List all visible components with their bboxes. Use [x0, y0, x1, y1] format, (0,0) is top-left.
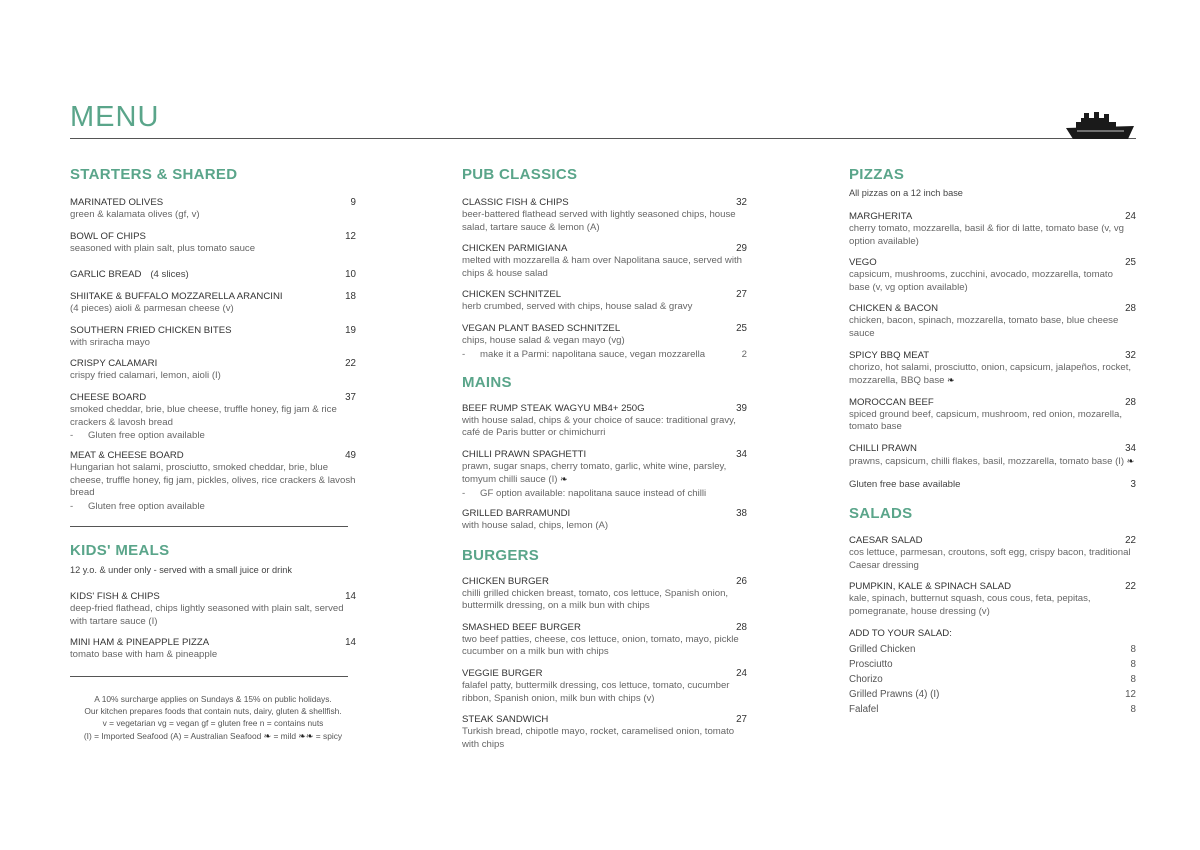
item-name: SOUTHERN FRIED CHICKEN BITES — [70, 324, 232, 336]
item-description: falafel patty, buttermilk dressing, cos lettuce, tomato, cucumber ribbon, Spanish onion, milk bun with chips (v) — [462, 679, 730, 704]
item-name: MARINATED OLIVES — [70, 197, 164, 208]
item-description: chips, house salad & vegan mayo (vg) — [462, 334, 625, 346]
item-note-price: 2 — [741, 348, 747, 360]
chilli-icon: ❧ — [947, 375, 955, 386]
item-price: 10 — [345, 269, 356, 281]
item-name: STEAK SANDWICH — [462, 714, 549, 726]
footnote — [70, 693, 356, 742]
item-price: 25 — [736, 322, 747, 334]
item-price: 28 — [736, 621, 747, 633]
item-price: 24 — [1125, 211, 1136, 222]
item-description-text: chorizo, hot salami, prosciutto, onion, capsicum, jalapeños, rocket, mozzarella, BBQ base — [849, 361, 1132, 387]
addon-name: Grilled Chicken — [849, 643, 916, 655]
section-title-mains: MAINS — [462, 373, 512, 391]
menu-item — [849, 257, 1136, 294]
item-description: spiced ground beef, capsicum, mushroom, red onion, mozarella, tomato base — [849, 408, 1123, 433]
item-description: (4 pieces) aioli & parmesan cheese (v) — [70, 303, 234, 315]
menu-item — [462, 668, 747, 705]
section-title-pub-classics: PUB CLASSICS — [462, 166, 578, 183]
column-right — [849, 166, 1136, 719]
item-description: deep-fried flathead, chips lightly seasoned with plain salt, served with tartare sauce (I) — [70, 602, 344, 627]
item-name: VEGAN PLANT BASED SCHNITZEL — [462, 322, 621, 334]
item-price: 24 — [736, 667, 747, 679]
item-name: BEEF RUMP STEAK WAGYU MB4+ 250G — [462, 402, 645, 414]
item-price: 49 — [345, 450, 356, 462]
gluten-free-base-row — [849, 478, 1136, 492]
footnote-spicy-text: = spicy — [315, 730, 343, 741]
item-name: MARGHERITA — [849, 211, 913, 222]
item-name: MEAT & CHEESE BOARD — [70, 450, 184, 462]
item-price: 26 — [736, 575, 747, 587]
item-name: PUMPKIN, KALE & SPINACH SALAD — [849, 581, 1012, 593]
menu-item — [462, 449, 747, 499]
section-subtitle-pizzas: All pizzas on a 12 inch base — [849, 188, 963, 198]
item-description: cos lettuce, parmesan, croutons, soft egg, crispy bacon, traditional Caesar dressing — [849, 547, 1131, 571]
item-description: herb crumbed, served with chips, house salad & gravy — [462, 301, 693, 313]
section-subtitle-kids: 12 y.o. & under only - served with a small juice or drink — [70, 564, 292, 575]
item-price: 22 — [1125, 535, 1136, 547]
item-description: melted with mozzarella & ham over Napolitana sauce, served with chips & house salad — [462, 255, 742, 279]
page-title: MENU — [70, 101, 160, 134]
item-name: CHICKEN PARMIGIANA — [462, 243, 568, 255]
item-name: MINI HAM & PINEAPPLE PIZZA — [70, 637, 210, 649]
menu-item — [70, 264, 356, 282]
item-name: GARLIC BREAD — [70, 269, 142, 281]
item-price: 19 — [345, 324, 356, 336]
addon-row — [849, 704, 1136, 715]
item-name: GRILLED BARRAMUNDI — [462, 507, 571, 519]
footnote-surcharge: A 10% surcharge applies on Sundays & 15% on public holidays. — [94, 693, 332, 704]
item-description — [849, 362, 1136, 388]
item-name: CLASSIC FISH & CHIPS — [462, 197, 569, 208]
section-title-starters: STARTERS & SHARED — [70, 166, 238, 183]
item-name: CHEESE BOARD — [70, 391, 147, 403]
menu-item — [462, 576, 747, 613]
item-name: BOWL OF CHIPS — [70, 230, 146, 242]
section-divider — [70, 676, 348, 677]
item-description: Turkish bread, chipotle mayo, rocket, caramelised onion, tomato with chips — [462, 726, 735, 750]
item-description: beer-battered flathead served with lightly seasoned chips, house salad, tartare sauce & lemon (A) — [462, 209, 736, 233]
item-description: green & kalamata olives (gf, v) — [70, 209, 200, 220]
addon-row — [849, 644, 1136, 655]
chilli-icon: ❧ — [560, 474, 568, 485]
item-note-text: Gluten free option available — [88, 430, 205, 442]
item-note: - Gluten free option available — [70, 430, 205, 442]
item-name: CAESAR SALAD — [849, 535, 923, 547]
item-price: 39 — [736, 402, 747, 414]
item-name: SMASHED BEEF BURGER — [462, 621, 581, 633]
menu-item — [462, 323, 747, 360]
addon-row — [849, 659, 1136, 670]
item-price: 27 — [736, 289, 747, 301]
footnote-allergens: Our kitchen prepares foods that contain nuts, dairy, gluten & shellfish. — [84, 706, 342, 717]
menu-item — [70, 197, 356, 222]
chilli-icon: ❧ — [263, 730, 272, 741]
menu-item — [462, 714, 747, 751]
addon-name: Falafel — [849, 703, 879, 715]
item-description: with sriracha mayo — [70, 336, 150, 348]
item-name: SHIITAKE & BUFFALO MOZZARELLA ARANCINI — [70, 291, 283, 303]
item-description: Hungarian hot salami, prosciutto, smoked cheddar, brie, blue cheese, truffle honey, fig jam, pickles, olives, rice crackers & lavosh bread — [70, 462, 356, 499]
item-name-extra: (4 slices) — [150, 269, 189, 281]
burgers-list — [462, 576, 747, 752]
item-note: - Gluten free option available — [70, 500, 205, 512]
menu-item — [849, 350, 1136, 388]
menu-item — [849, 581, 1136, 618]
addon-price: 8 — [1130, 643, 1136, 655]
menu-item — [462, 197, 747, 234]
item-description: cherry tomato, mozzarella, basil & fior di latte, tomato base (v, vg option available) — [849, 223, 1124, 247]
item-description — [849, 455, 1136, 469]
item-name: MOROCCAN BEEF — [849, 396, 934, 408]
item-price: 37 — [345, 391, 356, 403]
menu-item — [70, 392, 356, 441]
menu-item — [70, 591, 356, 628]
salads-list — [849, 535, 1136, 618]
column-middle — [462, 166, 747, 760]
item-description: chicken, bacon, spinach, mozzarella, tomato base, blue cheese sauce — [849, 315, 1119, 339]
column-left — [70, 166, 356, 742]
chilli-icon: ❧❧ — [298, 730, 314, 741]
menu-item — [462, 508, 747, 533]
item-note-text: make it a Parmi: napolitana sauce, vegan mozzarella — [480, 348, 706, 360]
item-price: 28 — [1125, 396, 1136, 408]
item-name: CRISPY CALAMARI — [70, 358, 158, 370]
section-title-burgers: BURGERS — [462, 546, 540, 564]
addon-name: Grilled Prawns (4) (I) — [849, 688, 940, 700]
item-name: CHILLI PRAWN — [849, 442, 917, 454]
menu-item — [462, 243, 747, 280]
menu-item — [462, 403, 747, 440]
menu-item — [849, 443, 1136, 469]
menu-item — [462, 622, 747, 659]
menu-item — [849, 535, 1136, 572]
section-divider — [70, 526, 348, 527]
item-name: VEGGIE BURGER — [462, 667, 543, 679]
item-name: CHICKEN BURGER — [462, 575, 549, 587]
item-description: smoked cheddar, brie, blue cheese, truffle honey, fig jam & rice crackers & lavosh bread — [70, 403, 337, 428]
item-description: seasoned with plain salt, plus tomato sauce — [70, 242, 256, 254]
menu-item — [462, 289, 747, 314]
item-price: 32 — [736, 197, 747, 208]
item-price: 29 — [736, 243, 747, 255]
mains-list — [462, 403, 747, 533]
addon-title: ADD TO YOUR SALAD: — [849, 627, 952, 639]
item-price: 18 — [345, 291, 356, 303]
item-description: chilli grilled chicken breast, tomato, cos lettuce, Spanish onion, buttermilk dressing, on a milk bun with chips — [462, 587, 729, 612]
footnote-mild-text: = mild — [273, 730, 297, 741]
header-divider — [70, 138, 1136, 139]
item-description: crispy fried calamari, lemon, aioli (I) — [70, 370, 221, 382]
item-name: CHILLI PRAWN SPAGHETTI — [462, 448, 587, 460]
item-note-text: Gluten free option available — [88, 500, 205, 512]
starters-list — [70, 197, 356, 512]
gluten-free-base-price: 3 — [1130, 478, 1136, 490]
item-name: CHICKEN & BACON — [849, 303, 939, 315]
item-description-text: prawns, capsicum, chilli flakes, basil, mozzarella, tomato base (I) — [849, 455, 1125, 467]
item-description: capsicum, mushrooms, zucchini, avocado, mozzarella, tomato base (v, vg option available) — [849, 269, 1113, 293]
item-price: 34 — [736, 448, 747, 460]
item-description — [462, 461, 747, 487]
item-description: kale, spinach, butternut squash, cous cous, feta, pepitas, pomegranate, house dressing (v) — [849, 593, 1091, 617]
addon-name: Chorizo — [849, 673, 883, 685]
item-price: 38 — [736, 507, 747, 519]
footnote-legend-seafood — [70, 730, 356, 742]
item-price: 22 — [1125, 581, 1136, 593]
addon-price: 8 — [1130, 673, 1136, 685]
item-price: 25 — [1125, 257, 1136, 269]
item-description: with house salad, chips & your choice of sauce: traditional gravy, café de Paris butter or chimichurri — [462, 414, 736, 439]
menu-item — [70, 450, 356, 512]
addon-name: Prosciutto — [849, 658, 893, 670]
item-name: SPICY BBQ MEAT — [849, 349, 930, 361]
item-description: tomato base with ham & pineapple — [70, 649, 218, 661]
item-name: VEGO — [849, 257, 877, 269]
addon-row — [849, 689, 1136, 700]
pub-classics-list — [462, 197, 747, 360]
item-description: two beef patties, cheese, cos lettuce, onion, tomato, mayo, pickle cucumber on a milk bun with chips — [462, 633, 739, 658]
menu-item — [849, 397, 1136, 434]
addon-price: 8 — [1130, 658, 1136, 670]
addon-price: 8 — [1130, 703, 1136, 715]
item-price: 27 — [736, 714, 747, 726]
item-name: KIDS' FISH & CHIPS — [70, 590, 160, 602]
gluten-free-base-label: Gluten free base available — [849, 478, 961, 490]
item-price: 28 — [1125, 303, 1136, 315]
footnote-legend-diet: v = vegetarian vg = vegan gf = gluten free n = contains nuts — [102, 718, 324, 729]
item-price: 14 — [345, 637, 356, 649]
kids-list — [70, 591, 356, 662]
section-title-kids: KIDS' MEALS — [70, 541, 170, 559]
section-title-pizzas: PIZZAS — [849, 166, 905, 183]
item-note-text: GF option available: napolitana sauce instead of chilli — [480, 487, 707, 499]
item-price: 22 — [345, 358, 356, 370]
item-name: CHICKEN SCHNITZEL — [462, 289, 562, 301]
ship-icon — [1064, 110, 1136, 142]
menu-item — [70, 637, 356, 662]
item-price: 32 — [1125, 349, 1136, 361]
menu-item — [70, 291, 356, 316]
item-price: 34 — [1125, 442, 1136, 454]
item-price: 12 — [345, 230, 356, 242]
addon-row — [849, 674, 1136, 685]
item-price: 14 — [345, 590, 356, 602]
pizzas-list — [849, 211, 1136, 491]
item-note: - GF option available: napolitana sauce instead of chilli — [462, 487, 707, 499]
chilli-icon: ❧ — [1126, 455, 1135, 466]
footnote-seafood-text: (I) = Imported Seafood (A) = Australian Seafood — [83, 730, 262, 741]
addon-price: 12 — [1125, 688, 1136, 700]
item-price: 9 — [350, 197, 356, 208]
menu-item — [70, 325, 356, 350]
menu-item — [849, 303, 1136, 340]
item-description-text: prawn, sugar snaps, cherry tomato, garlic, white wine, parsley, tomyum chilli sauce (I) — [462, 460, 727, 486]
addon-list — [849, 644, 1136, 715]
item-description: with house salad, chips, lemon (A) — [462, 519, 609, 531]
menu-item — [70, 358, 356, 383]
menu-item — [70, 231, 356, 256]
menu-item — [849, 211, 1136, 248]
section-title-salads: SALADS — [849, 505, 913, 523]
item-note: - make it a Parmi: napolitana sauce, vegan mozzarella 2 — [462, 348, 747, 360]
